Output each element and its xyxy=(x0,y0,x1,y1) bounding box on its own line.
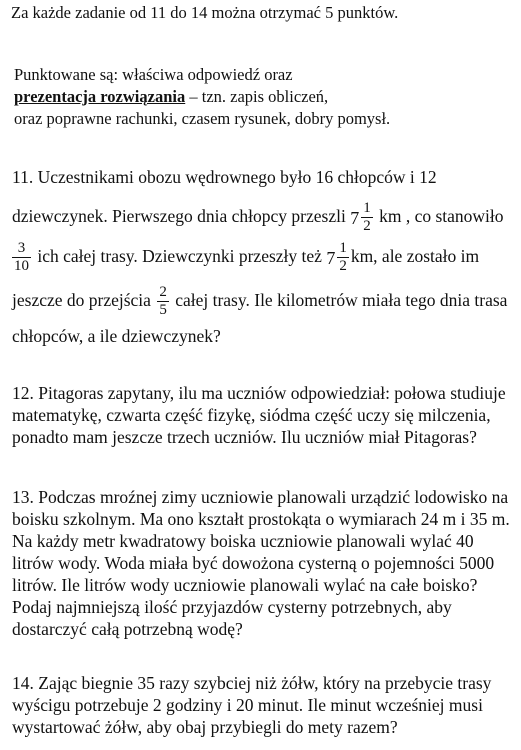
task-11-line-1: 11. Uczestnikami obozu wędrownego było 16 chłopców i 12 xyxy=(12,167,437,187)
mixed-number-whole: 7 xyxy=(350,207,360,228)
fraction-numerator: 1 xyxy=(339,240,347,257)
task-12-line-3: ponadto mam jeszcze trzech uczniów. Ilu uczniów miał Pitagoras? xyxy=(12,427,477,447)
task-13-line-1: 13. Podczas mroźnej zimy uczniowie planowali urządzić lodowisko na xyxy=(12,487,509,507)
task-13-line-4: litrów wody. Woda miała być dowożona cysterną o pojemności 5000 xyxy=(12,553,495,573)
fraction-denominator: 5 xyxy=(159,302,167,319)
scoring-line-1: Punktowane są: właściwa odpowiedź oraz xyxy=(14,65,293,84)
task-11-line-2 xyxy=(12,196,504,238)
task-11-line-4-text-b: całej trasy. Ile kilometrów miała tego dnia trasa xyxy=(170,290,508,310)
fraction-three-tenths xyxy=(12,240,31,275)
fraction-denominator: 10 xyxy=(14,258,29,275)
scoring-line-2 xyxy=(14,87,328,107)
mixed-number-whole: 7 xyxy=(326,247,336,268)
scoring-line-2-rest: – tzn. zapis obliczeń, xyxy=(185,87,329,106)
task-13-line-7: dostarczyć całą potrzebną wodę? xyxy=(12,619,243,639)
task-12-line-1: 12. Pitagoras zapytany, ilu ma uczniów odpowiedział: połowa studiuje xyxy=(12,383,506,403)
fraction-one-half xyxy=(361,200,373,235)
task-13-line-3: Na każdy metr kwadratowy boiska uczniowie planowali wylać 40 xyxy=(12,531,474,551)
task-14-line-3: wystartować żółw, aby obaj przybiegli do mety razem? xyxy=(12,717,398,737)
task-13-line-6: Podaj najmniejszą ilość przyjazdów cysterny potrzebnych, aby xyxy=(12,597,452,617)
scoring-line-3: oraz poprawne rachunki, czasem rysunek, dobry pomysł. xyxy=(14,109,391,128)
task-11-line-2-text-a: dziewczynek. Pierwszego dnia chłopcy przeszli xyxy=(12,206,351,226)
task-13-line-5: litrów. Ile litrów wody uczniowie planowali wylać na całe boisko? xyxy=(12,575,478,595)
task-13-line-2: boisku szkolnym. Ma ono kształt prostokąta o wymiarach 24 m i 35 m. xyxy=(12,509,510,529)
task-11-line-2-text-b: km , co stanowiło xyxy=(374,206,504,226)
fraction-numerator: 3 xyxy=(12,240,31,258)
fraction-numerator: 1 xyxy=(363,200,371,217)
task-14-line-1: 14. Zając biegnie 35 razy szybciej niż żółw, który na przebycie trasy xyxy=(12,673,492,693)
task-12-line-2: matematykę, czwarta część fizykę, siódma część uczy się milczenia, xyxy=(12,405,491,425)
task-11-line-4 xyxy=(12,280,507,320)
fraction-numerator: 2 xyxy=(159,284,167,301)
task-11-line-5: chłopców, a ile dziewczynek? xyxy=(12,326,221,346)
fraction-denominator: 2 xyxy=(363,218,371,235)
task-11-line-3-text-a: ich całej trasy. Dziewczynki przeszły też xyxy=(33,246,327,266)
fraction-denominator: 2 xyxy=(339,258,347,275)
page-title: Za każde zadanie od 11 do 14 można otrzymać 5 punktów. xyxy=(11,3,399,22)
fraction-one-half xyxy=(337,240,349,275)
task-11-line-4-text-a: jeszcze do przejścia xyxy=(12,290,156,310)
scoring-emphasis: prezentacja rozwiązania xyxy=(14,87,186,106)
task-14-line-2: wyścigu potrzebuje 2 godziny i 20 minut. Ile minut wcześniej musi xyxy=(12,695,483,715)
fraction-two-fifths xyxy=(157,284,169,319)
task-11-line-3 xyxy=(12,236,479,278)
task-11-line-3-text-b: km, ale zostało im xyxy=(350,246,480,266)
